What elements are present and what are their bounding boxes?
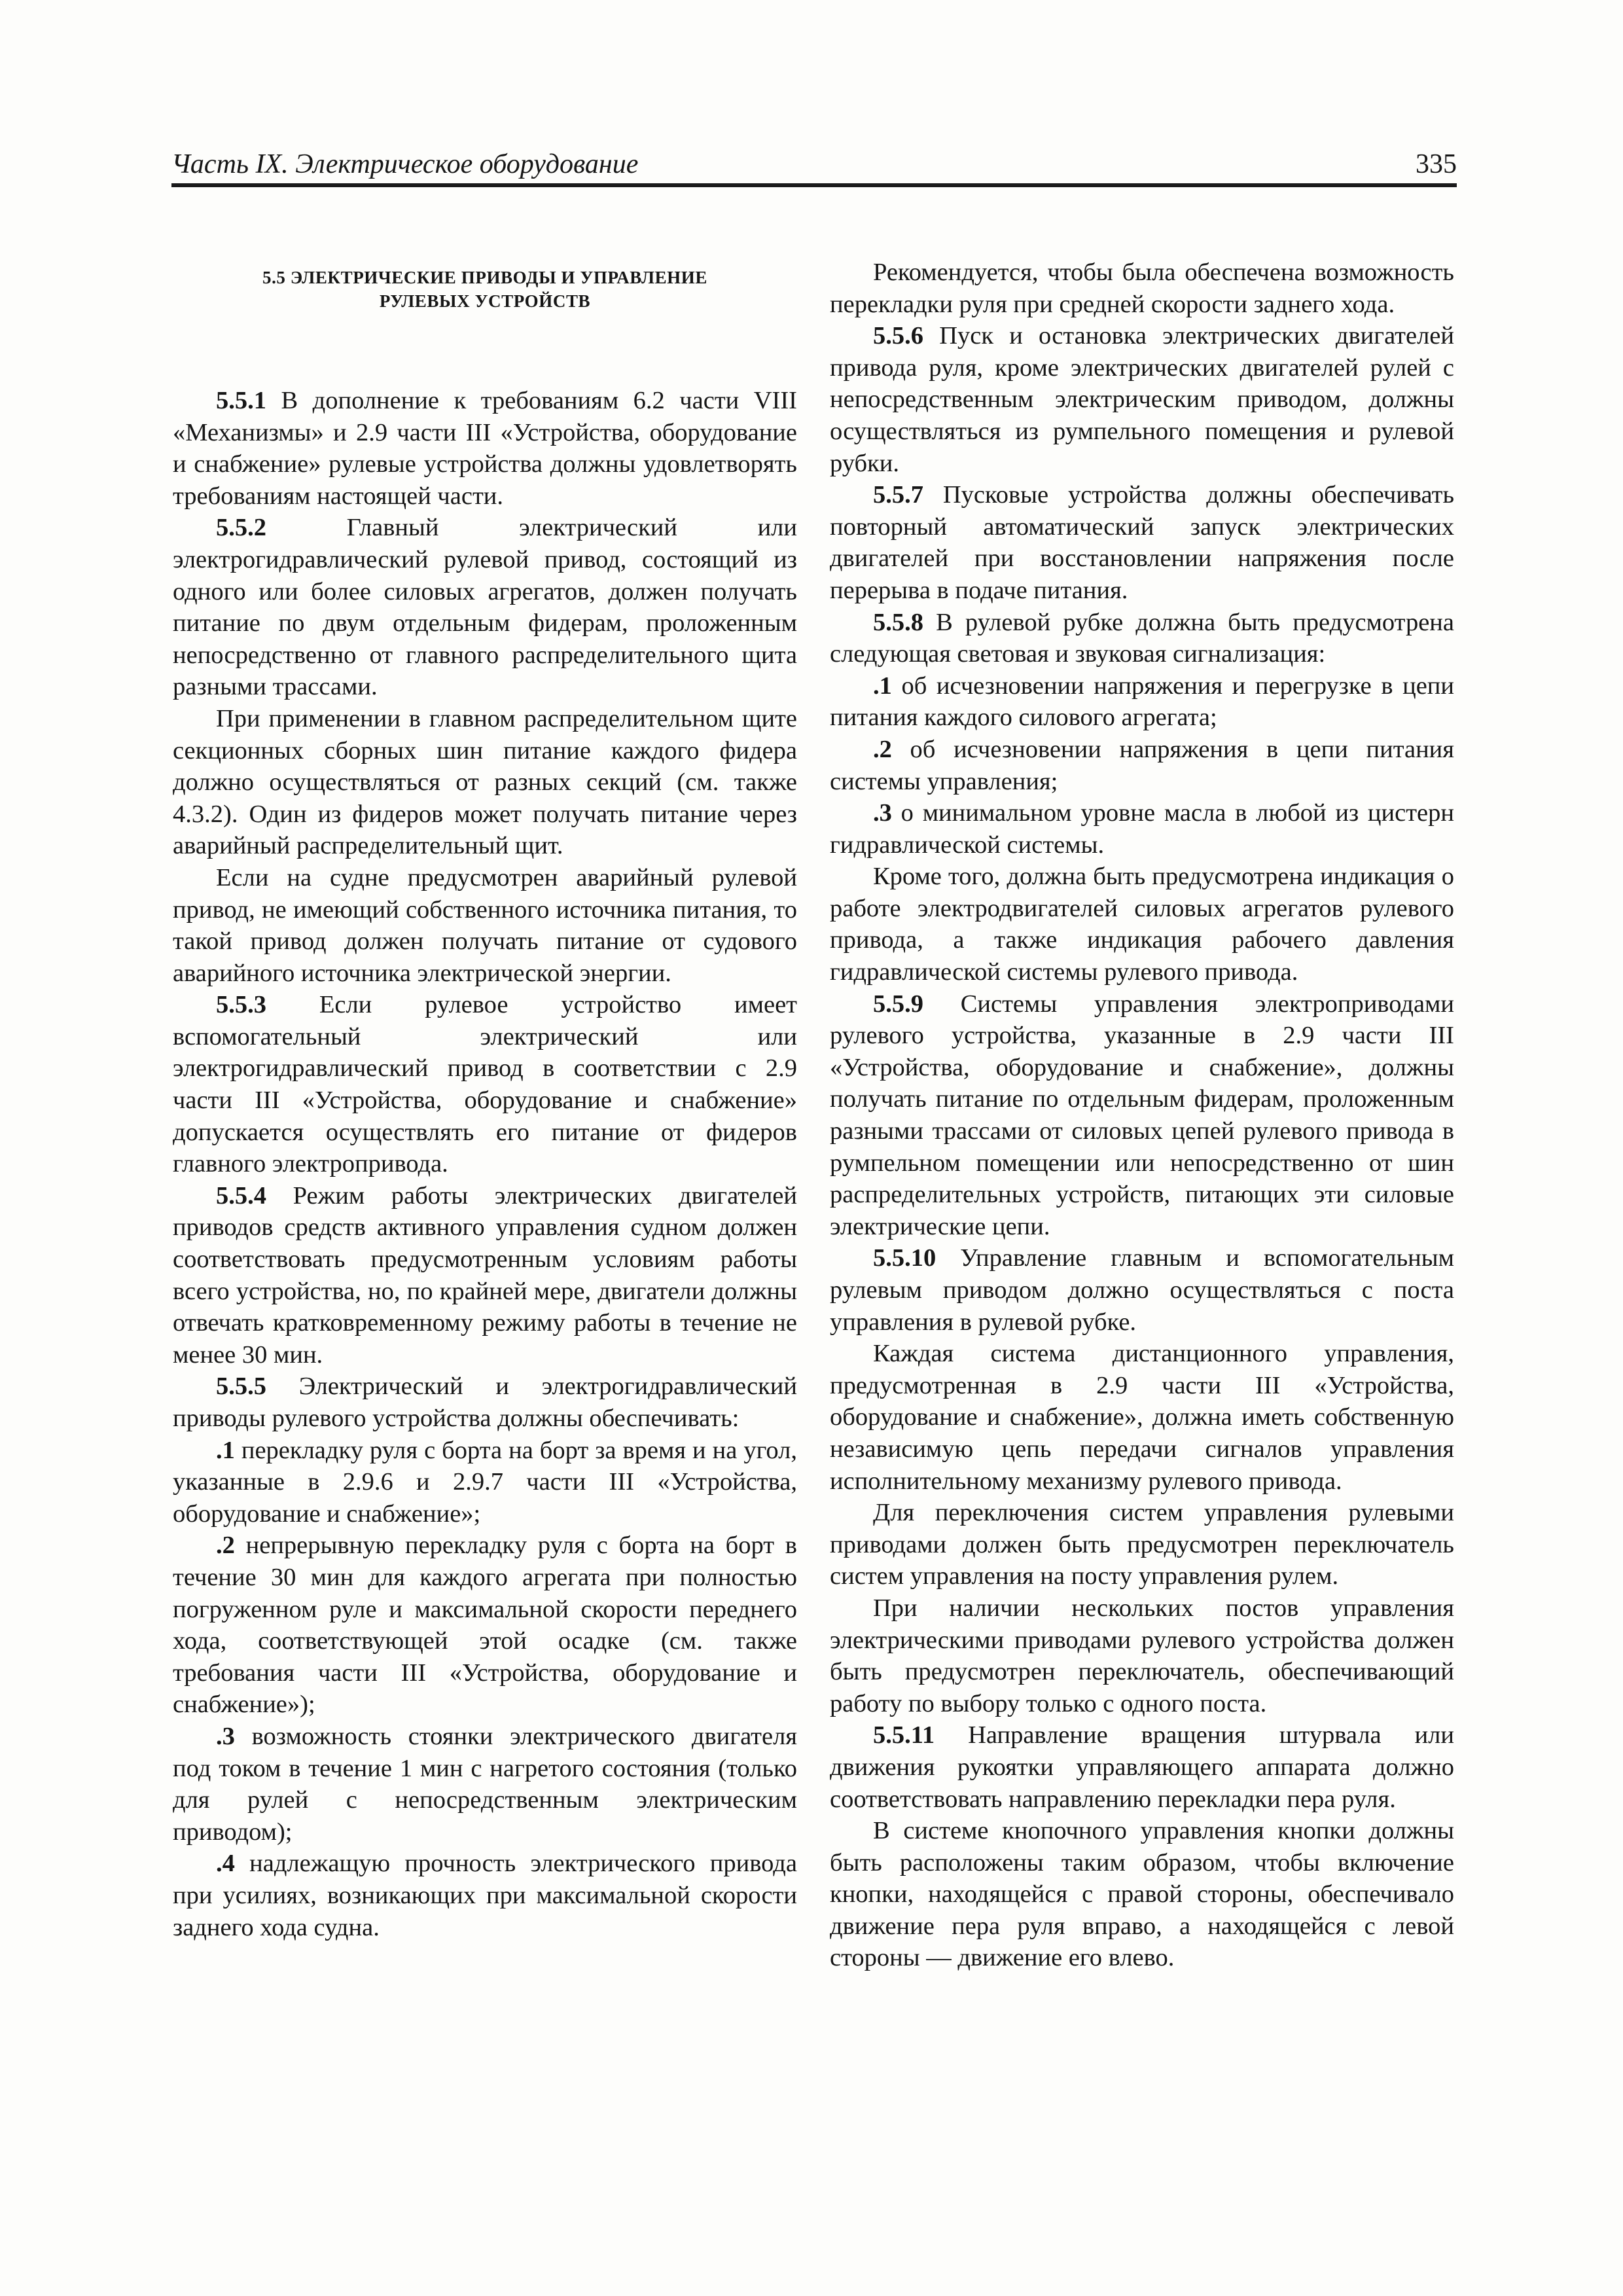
paragraph-text: Если на судне предусмотрен аварийный рулевой привод, не имеющий собственного источника питания, то такой привод должен получать питание от судового аварийного источника электрической энергии. [173,863,797,987]
paragraph [830,1338,1454,1497]
clause-number: .1 [216,1436,235,1464]
paragraph [173,703,797,862]
paragraph [173,1371,797,1434]
paragraph-text: В системе кнопочного управления кнопки должны быть расположены таким образом, чтобы включение кнопки, находящейся с правой стороны, обеспечивало движение пера руля вправо, а находящейся с левой стороны — движение его влево. [830,1817,1454,1972]
right-column [830,257,1454,1974]
paragraph-text: надлежащую прочность электрического привода при усилиях, возникающих при максимальной скорости заднего хода судна. [173,1850,797,1941]
paragraph [173,1848,797,1943]
clause-number: .3 [216,1722,235,1750]
paragraph [830,1815,1454,1974]
paragraph-text: о минимальном уровне масла в любой из цистерн гидравлической системы. [830,799,1454,859]
paragraph-text: перекладку руля с борта на борт за время и на угол, указанные в 2.9.6 и 2.9.7 части III «Устройства, оборудование и снабжение»; [173,1436,797,1528]
paragraph-text: Электрический и электрогидравлический приводы рулевого устройства должны обеспечивать: [173,1372,797,1432]
clause-number: .2 [873,735,892,763]
clause-number: .4 [216,1850,235,1878]
clause-number: .3 [873,799,892,827]
paragraph [173,1721,797,1848]
paragraph-text: Кроме того, должна быть предусмотрена индикация о работе электродвигателей силовых агрегатов рулевого привода, а также индикация рабочего давления гидравлической системы рулевого привода. [830,863,1454,986]
paragraph [830,1592,1454,1719]
paragraph [830,988,1454,1243]
clause-number: 5.5.3 [216,991,266,1019]
paragraph-text: Пуск и остановка электрических двигателей привода руля, кроме электрических двигателей рулей с непосредственным электрическим приводом, должны осуществляться из румпельного помещения и рулевой рубки. [830,322,1454,477]
left-column [173,254,797,1943]
page-number: 335 [1416,149,1457,179]
paragraph [830,797,1454,861]
paragraph [830,1497,1454,1592]
paragraph-text: Рекомендуется, чтобы была обеспечена возможность перекладки руля при средней скорости заднего хода. [830,259,1454,318]
paragraph-text: Каждая система дистанционного управления, предусмотренная в 2.9 части III «Устройства, оборудование и снабжение», должна иметь собственную независимую цепь передачи сигналов управления исполнительному механизму рулевого привода. [830,1340,1454,1495]
paragraph [173,1530,797,1721]
clause-number: 5.5.1 [216,387,266,414]
right-paragraphs [830,257,1454,1974]
header-title: Часть IX. Электрическое оборудование [171,149,639,179]
paragraph [830,607,1454,670]
section-spacer [173,313,797,385]
section-title-line-2: РУЛЕВЫХ УСТРОЙСТВ [379,291,591,311]
paragraph-text: В дополнение к требованиям 6.2 части VIII «Механизмы» и 2.9 части III «Устройства, оборудование и снабжение» рулевые устройства должны удовлетворять требованиям настоящей части. [173,387,797,510]
clause-number: 5.5.4 [216,1181,266,1210]
paragraph-text: непрерывную перекладку руля с борта на борт в течение 30 мин для каждого агрегата при полностью погруженном руле и максимальной скорости переднего хода, соответствующей этой осадке (см. также требования части III «Устройства, оборудование и снабжение»); [173,1532,797,1719]
clause-number: .2 [216,1532,235,1560]
paragraph [173,989,797,1180]
paragraph [830,1242,1454,1338]
clause-number: .1 [873,672,892,700]
clause-number: 5.5.11 [873,1721,935,1749]
clause-number: 5.5.7 [873,481,923,509]
paragraph-text: Главный электрический или электрогидравлический рулевой привод, состоящий из одного или более силовых агрегатов, должен получать питание по двум отдельным фидерам, проложенным непосредственно от главного распределительного щита разными трассами. [173,514,797,701]
paragraph [830,257,1454,320]
running-header [171,147,1457,187]
paragraph-text: Направление вращения штурвала или движения рукоятки управляющего аппарата должно соответствовать направлению перекладки пера руля. [830,1721,1454,1813]
clause-number: 5.5.9 [873,990,923,1018]
section-title [173,266,797,313]
paragraph-text: Для переключения систем управления рулевыми приводами должен быть предусмотрен переключатель систем управления на посту управления рулем. [830,1499,1454,1590]
paragraph-text: При применении в главном распределительном щите секционных сборных шин питание каждого фидера должно осуществляться от разных секций (см. также 4.3.2). Один из фидеров может получать питание через аварийный распределительный щит. [173,704,797,860]
paragraph [173,862,797,989]
left-paragraphs [173,385,797,1943]
clause-number: 5.5.6 [873,322,923,350]
clause-number: 5.5.2 [216,514,266,542]
paragraph-text: об исчезновении напряжения и перегрузке в цепи питания каждого силового агрегата; [830,672,1454,732]
paragraph-text: Управление главным и вспомогательным рулевым приводом должно осуществляться с поста управления в рулевой рубке. [830,1244,1454,1336]
paragraph [173,512,797,703]
paragraph-text: Пусковые устройства должны обеспечивать повторный автоматический запуск электрических двигателей при восстановлении напряжения после перерыва в подаче питания. [830,481,1454,604]
paragraph-text: Режим работы электрических двигателей приводов средств активного управления судном должен соответствовать предусмотренным условиям работы всего устройства, но, по крайней мере, двигатели должны отвечать кратковременному режиму работы в течение не менее 30 мин. [173,1181,797,1369]
paragraph [830,670,1454,734]
paragraph-text: об исчезновении напряжения в цепи питания системы управления; [830,735,1454,795]
paragraph [830,320,1454,479]
paragraph-text: возможность стоянки электрического двигателя под током в течение 1 мин с нагретого состояния (только для рулей с непосредственным электрическим приводом); [173,1722,797,1846]
clause-number: 5.5.10 [873,1244,936,1272]
paragraph [830,734,1454,797]
paragraph-text: При наличии нескольких постов управления электрическими приводами рулевого устройства должен быть предусмотрен переключатель, обеспечивающий работу по выбору только с одного поста. [830,1594,1454,1717]
paragraph-text: В рулевой рубке должна быть предусмотрена следующая световая и звуковая сигнализация: [830,608,1454,668]
section-title-line-1: 5.5 ЭЛЕКТРИЧЕСКИЕ ПРИВОДЫ И УПРАВЛЕНИЕ [262,268,707,287]
paragraph-text: Если рулевое устройство имеет вспомогательный электрический или электрогидравлический привод в соответствии с 2.9 части III «Устройства, оборудование и снабжение» допускается осуществлять его питание от фидеров главного электропривода. [173,991,797,1178]
paragraph [173,1435,797,1530]
clause-number: 5.5.5 [216,1372,266,1401]
paragraph [830,1719,1454,1815]
paragraph [830,861,1454,988]
paragraph-text: Системы управления электроприводами рулевого устройства, указанные в 2.9 части III «Устройства, оборудование и снабжение», должны получать питание по отдельным фидерам, проложенным разными трассами от силовых цепей рулевого привода в румпельном помещении или непосредственно от шин распределительных устройств, питающих эти силовые электрические цепи. [830,990,1454,1240]
paragraph [830,479,1454,606]
clause-number: 5.5.8 [873,608,923,636]
paragraph [173,385,797,512]
paragraph [173,1180,797,1371]
